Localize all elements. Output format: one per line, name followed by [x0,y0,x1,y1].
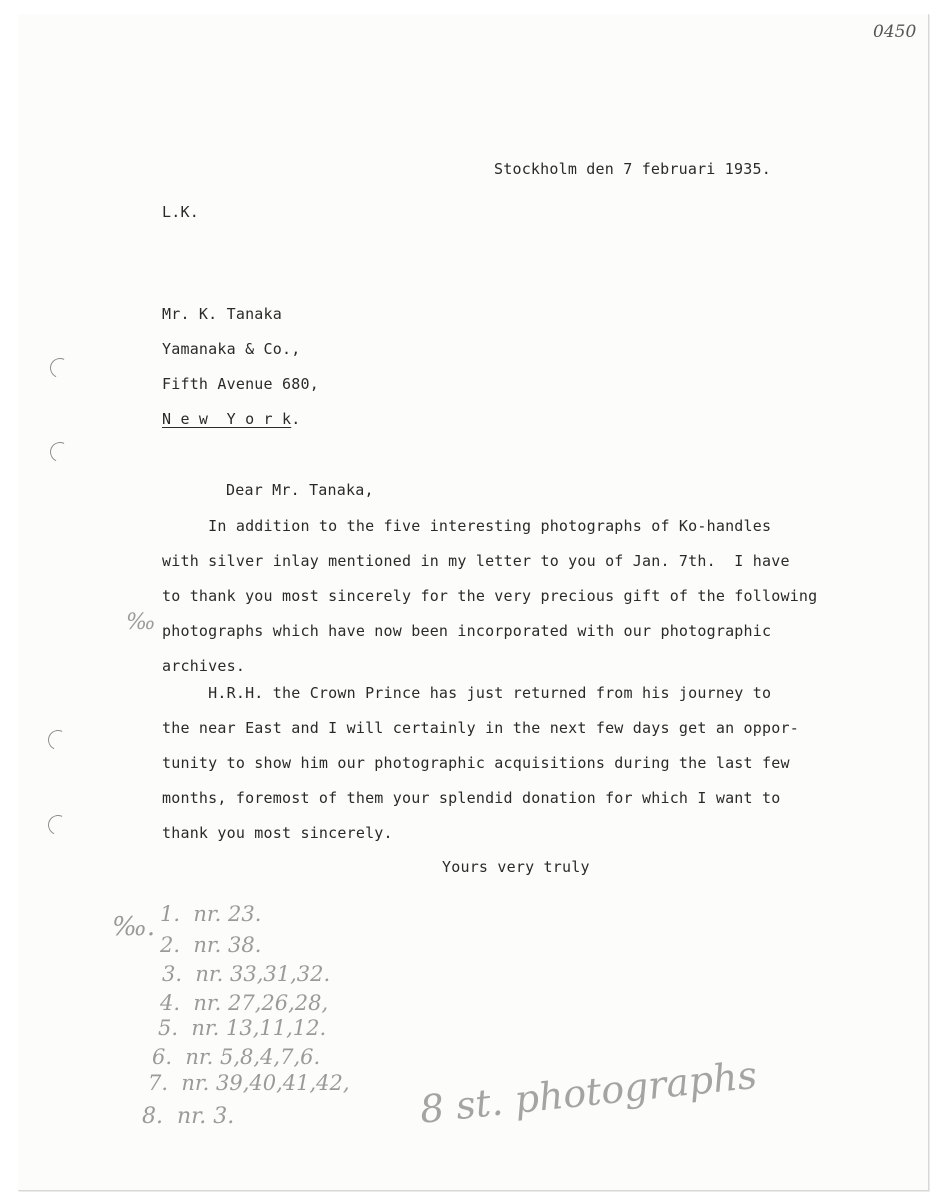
enclosure-item: 6. nr. 5,8,4,7,6. [152,1045,321,1069]
archive-number: 0450 [873,22,917,42]
dateline: Stockholm den 7 februari 1935. [494,160,771,178]
body-line: to thank you most sincerely for the very precious gift of the following [162,587,818,605]
body-line: thank you most sincerely. [162,824,393,842]
body-line: the near East and I will certainly in the next few days get an oppor- [162,719,799,737]
recipient-city-line [162,410,300,428]
body-line: photographs which have now been incorporated with our photographic [162,622,772,640]
photo-count-note: 8 st. photographs [417,1052,759,1132]
salutation: Dear Mr. Tanaka, [226,481,374,499]
body-line: archives. [162,657,246,675]
enclosure-item: 5. nr. 13,11,12. [158,1016,327,1040]
recipient-street: Fifth Avenue 680, [162,375,319,393]
body-line: with silver inlay mentioned in my letter to you of Jan. 7th. I have [162,552,790,570]
enclosure-item: 1. nr. 23. [160,902,262,926]
recipient-name: Mr. K. Tanaka [162,305,282,323]
enclosure-item: 3. nr. 33,31,32. [162,962,331,986]
enclosure-item: 2. nr. 38. [160,933,262,957]
body-line: months, foremost of them your splendid donation for which I want to [162,789,781,807]
closing: Yours very truly [442,858,590,876]
enclosure-item: 4. nr. 27,26,28, [160,991,329,1015]
recipient-city: N e w Y o r k [162,410,292,428]
body-line: H.R.H. the Crown Prince has just returned from his journey to [162,684,772,702]
recipient-company: Yamanaka & Co., [162,340,301,358]
margin-mark: ‰ [126,610,156,635]
body-line: tunity to show him our photographic acquisitions during the last few [162,754,790,772]
recipient-city-end: . [291,410,301,428]
body-line: In addition to the five interesting photographs of Ko-handles [162,517,772,535]
enclosure-item: 7. nr. 39,40,41,42, [148,1071,350,1095]
enclosure-mark: ‰. [112,912,156,942]
reference-initials: L.K. [162,203,199,221]
enclosure-item: 8. nr. 3. [142,1104,235,1129]
